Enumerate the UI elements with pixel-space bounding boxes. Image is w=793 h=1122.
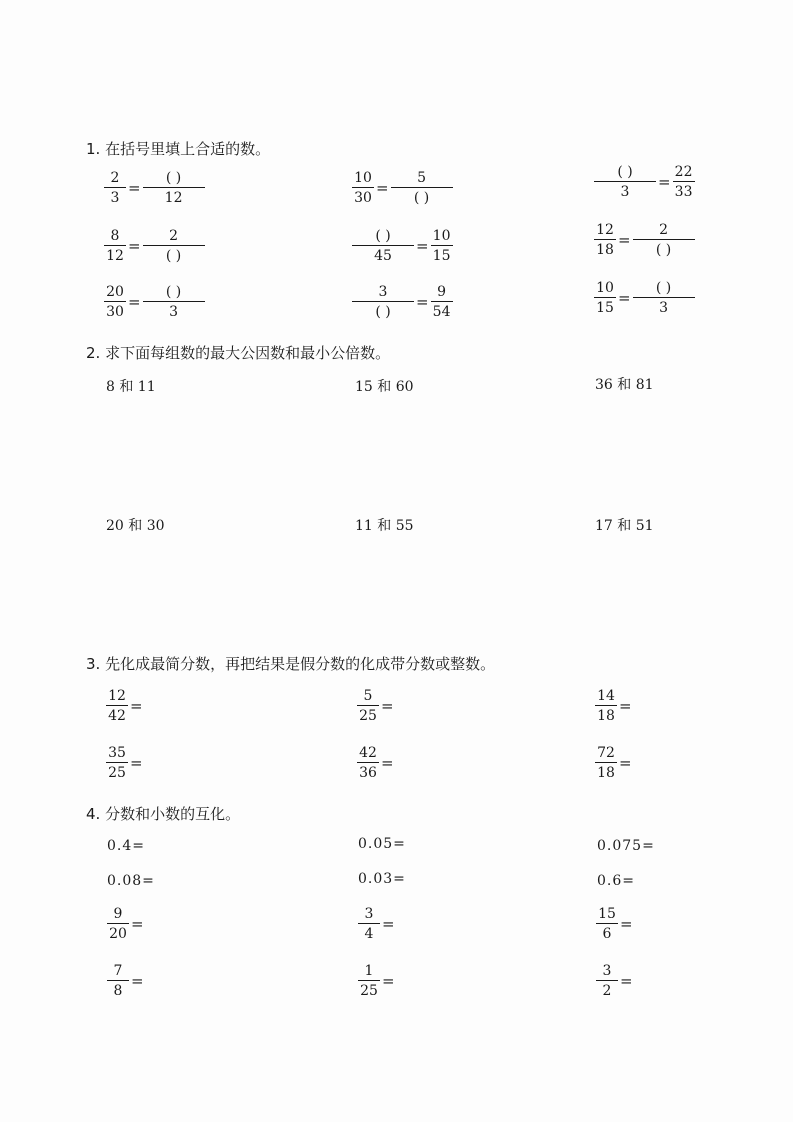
fraction: $\frac{2}{3}$: [104, 170, 126, 206]
fraction-blank[interactable]: $\frac{2}{( )}$: [633, 222, 695, 258]
fraction-blank[interactable]: $\frac{( )}{12}$: [143, 170, 205, 206]
fraction-blank[interactable]: $\frac{( )}{3}$: [633, 280, 695, 316]
fraction-blank[interactable]: $\frac{( )}{3}$: [594, 164, 656, 200]
q1-item-5: $\frac{( )}{45}$ = $\frac{10}{15}$: [352, 228, 453, 264]
q3-item: $\frac{5}{25}$ =: [357, 688, 396, 724]
q4-decimal: 0.075=: [597, 838, 655, 854]
q2-item: 20 和 30: [106, 518, 165, 534]
q1-title: 1. 在括号里填上合适的数。: [86, 140, 271, 158]
q1-item-7: $\frac{20}{30}$ = $\frac{( )}{3}$: [104, 284, 205, 320]
q4-decimal: 0.6=: [597, 873, 635, 889]
q4-title: 4. 分数和小数的互化。: [86, 805, 241, 823]
q1-item-4: $\frac{8}{12}$ = $\frac{2}{( )}$: [104, 228, 205, 264]
q3-item: $\frac{14}{18}$ =: [595, 688, 634, 724]
q1-item-8: $\frac{3}{( )}$ = $\frac{9}{54}$: [352, 284, 453, 320]
q3-item: $\frac{72}{18}$ =: [595, 745, 634, 781]
q4-fraction: $\frac{15}{6}$ =: [596, 906, 635, 942]
fraction-blank[interactable]: $\frac{( )}{45}$: [352, 228, 414, 264]
q4-fraction: $\frac{3}{4}$ =: [358, 906, 397, 942]
fraction-blank[interactable]: $\frac{5}{( )}$: [391, 170, 453, 206]
q4-decimal: 0.03=: [358, 871, 406, 887]
q1-item-6: $\frac{12}{18}$ = $\frac{2}{( )}$: [594, 222, 695, 258]
q4-fraction: $\frac{9}{20}$ =: [107, 906, 146, 942]
q1-item-3: $\frac{( )}{3}$ = $\frac{22}{33}$: [594, 164, 695, 200]
q1-item-9: $\frac{10}{15}$ = $\frac{( )}{3}$: [594, 280, 695, 316]
fraction-blank[interactable]: $\frac{( )}{3}$: [143, 284, 205, 320]
q4-decimal: 0.08=: [107, 873, 155, 889]
q2-item: 8 和 11: [106, 379, 156, 395]
q2-item: 36 和 81: [595, 377, 654, 393]
q3-item: $\frac{42}{36}$ =: [357, 745, 396, 781]
q4-fraction: $\frac{1}{25}$ =: [358, 963, 397, 999]
q1-item-2: $\frac{10}{30}$ = $\frac{5}{( )}$: [352, 170, 453, 206]
q3-item: $\frac{12}{42}$ =: [106, 688, 145, 724]
q3-item: $\frac{35}{25}$ =: [106, 745, 145, 781]
q1-item-1: $\frac{2}{3}$ = $\frac{( )}{12}$: [104, 170, 205, 206]
fraction-blank[interactable]: $\frac{2}{( )}$: [143, 228, 205, 264]
q3-title: 3. 先化成最简分数，再把结果是假分数的化成带分数或整数。: [86, 655, 496, 673]
q4-fraction: $\frac{7}{8}$ =: [107, 963, 146, 999]
q2-item: 11 和 55: [355, 518, 414, 534]
q4-decimal: 0.4=: [107, 838, 145, 854]
q2-item: 15 和 60: [355, 379, 414, 395]
q2-item: 17 和 51: [595, 518, 654, 534]
q4-fraction: $\frac{3}{2}$ =: [596, 963, 635, 999]
q4-decimal: 0.05=: [358, 836, 406, 852]
q2-title: 2. 求下面每组数的最大公因数和最小公倍数。: [86, 344, 391, 362]
fraction-blank[interactable]: $\frac{3}{( )}$: [352, 284, 414, 320]
